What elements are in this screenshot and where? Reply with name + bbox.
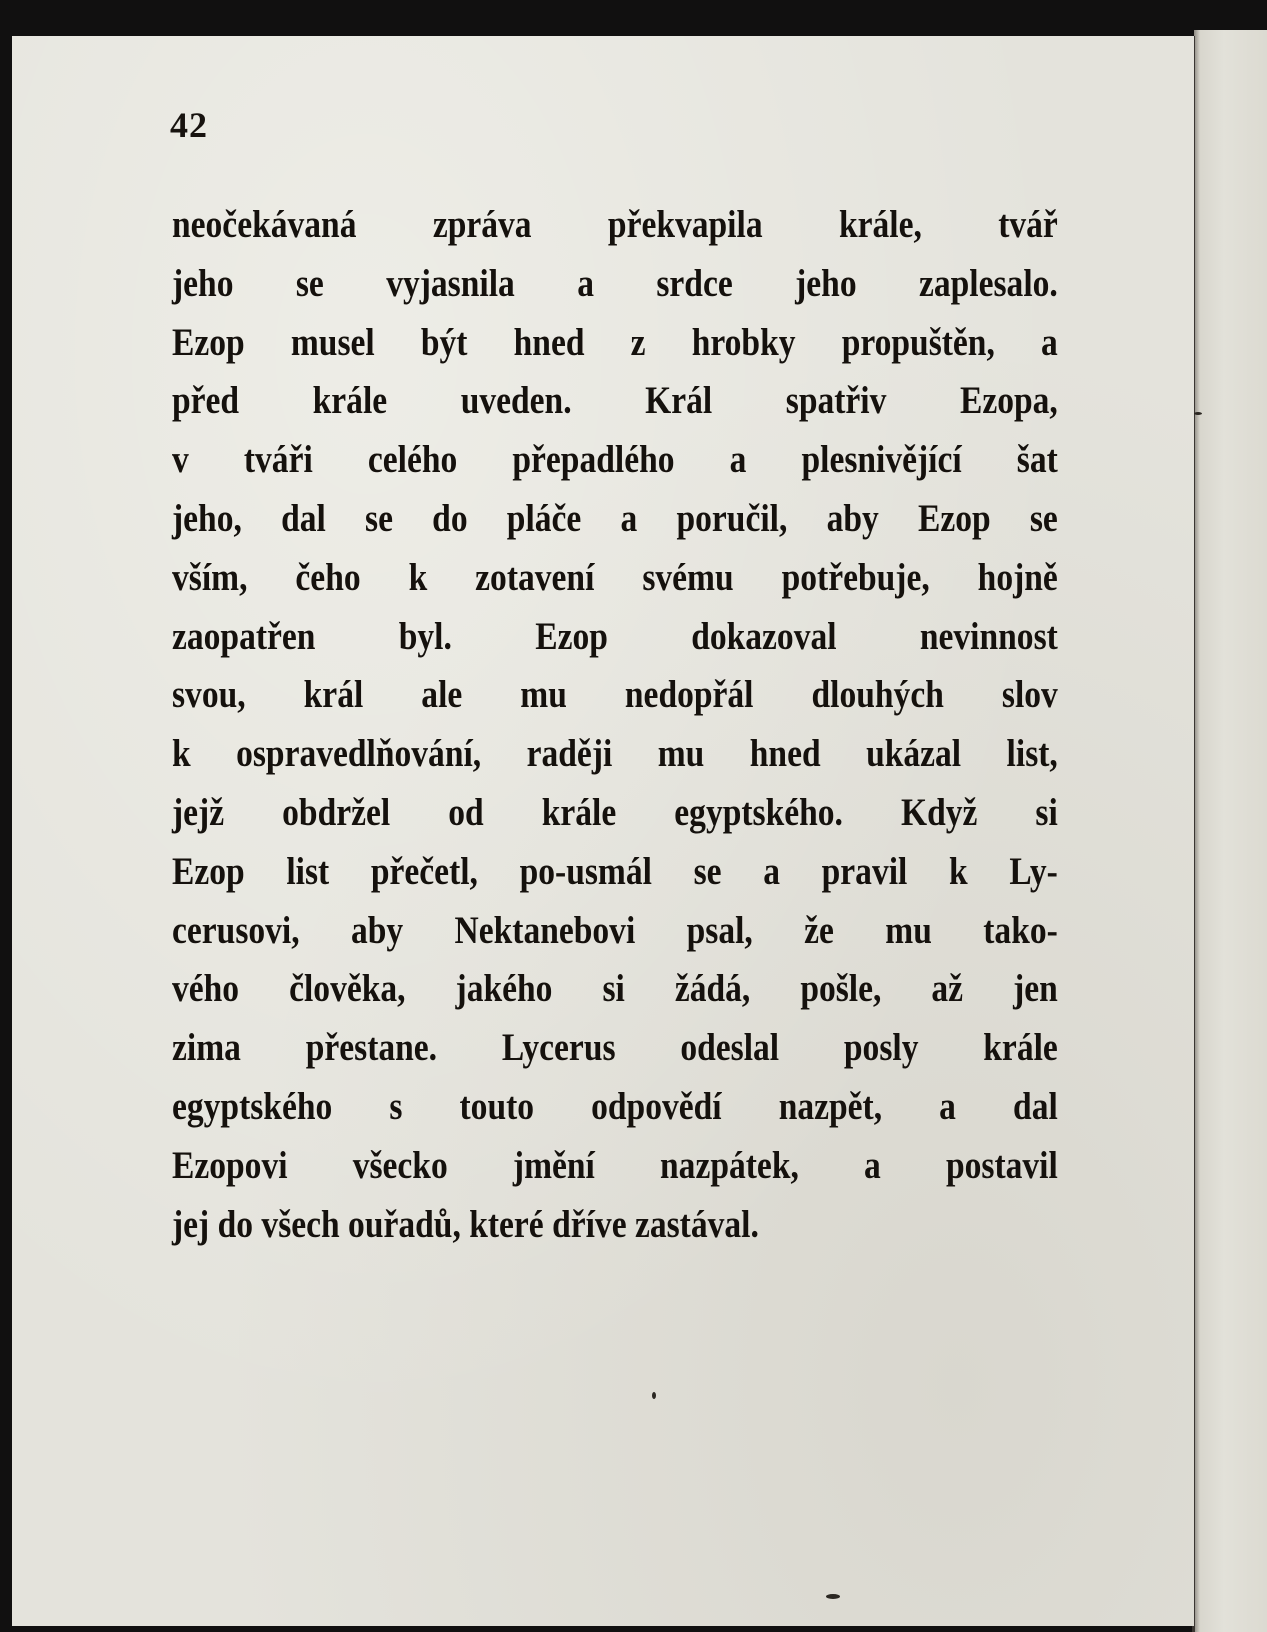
text-line: svou, král ale mu nedopřál dlouhých slov <box>172 673 1058 717</box>
page-number: 42 <box>170 105 208 145</box>
text-line: neočekávaná zpráva překvapila krále, tvář <box>172 203 1058 246</box>
text-line: jeho se vyjasnila a srdce jeho zaplesalo. <box>172 261 1058 305</box>
text-line: Ezop list přečetl, po-usmál se a pravil k Ly- <box>172 849 1058 893</box>
text-line: Ezopovi všecko jmění nazpátek, a postavil <box>172 1143 1058 1187</box>
paper-speck <box>1194 412 1202 415</box>
text-line: cerusovi, aby Nektanebovi psal, že mu tako- <box>172 908 1058 952</box>
text-line: vého člověka, jakého si žádá, pošle, až jen <box>172 967 1058 1011</box>
text-line: jeho, dal se do pláče a poručil, aby Ezop se <box>172 496 1058 540</box>
text-line: egyptského s touto odpovědí nazpět, a dal <box>172 1084 1058 1128</box>
text-line: zaopatřen byl. Ezop dokazoval nevinnost <box>172 614 1058 658</box>
text-line: Ezop musel být hned z hrobky propuštěn, a <box>172 320 1058 364</box>
text-line: jej do všech ouřadů, které dříve zastával. <box>172 1202 759 1246</box>
adjacent-page-edge <box>1194 30 1267 1632</box>
text-line: v tváři celého přepadlého a plesnivějící šat <box>172 438 1058 482</box>
body-text <box>172 196 1058 1254</box>
text-line: vším, čeho k zotavení svému potřebuje, hojně <box>172 555 1058 599</box>
paper-speck <box>826 1594 840 1599</box>
text-line: k ospravedlňování, raději mu hned ukázal list, <box>172 732 1058 776</box>
paper-speck <box>652 1392 656 1399</box>
text-line: jejž obdržel od krále egyptského. Když si <box>172 790 1058 834</box>
text-line: před krále uveden. Král spatřiv Ezopa, <box>172 379 1058 423</box>
text-line: zima přestane. Lycerus odeslal posly krále <box>172 1026 1058 1070</box>
